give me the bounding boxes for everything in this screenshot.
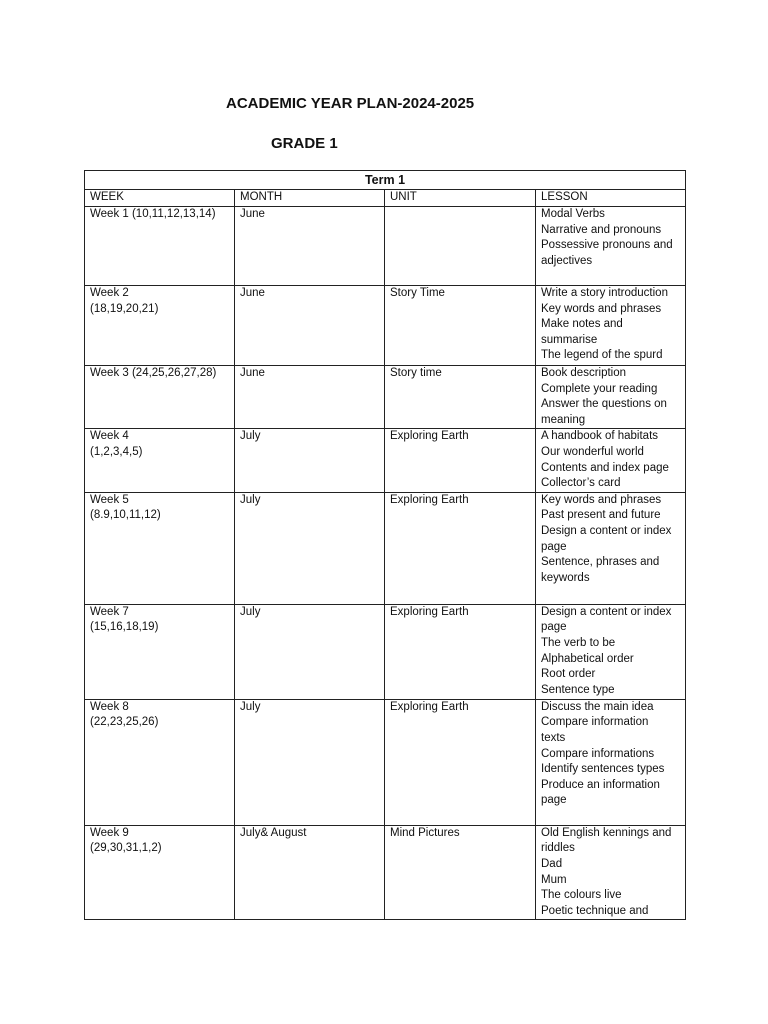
week-line: (1,2,3,4,5)	[90, 445, 143, 458]
table-row	[85, 286, 686, 366]
unit-cell: Story time	[385, 366, 536, 429]
lesson-cell	[536, 286, 686, 366]
week-line: Week 3 (24,25,26,27,28)	[90, 367, 217, 379]
document-title: ACADEMIC YEAR PLAN-2024-2025	[226, 95, 475, 112]
lesson-line: Key words and phrases	[541, 493, 662, 506]
week-cell	[85, 699, 235, 825]
unit-cell: Story Time	[385, 286, 536, 366]
lesson-line: page	[541, 621, 567, 634]
week-cell	[85, 207, 235, 286]
lesson-line: Root order	[541, 668, 596, 681]
lesson-line: texts	[541, 731, 566, 744]
lesson-line: Design a content or index	[541, 605, 672, 618]
lesson-line: Produce an information	[541, 778, 660, 791]
month-cell: July	[235, 604, 385, 699]
lesson-cell	[536, 604, 686, 699]
table-row	[85, 366, 686, 429]
column-header-lesson: LESSON	[536, 190, 686, 207]
week-line: (8.9,10,11,12)	[90, 509, 161, 522]
grade-heading: GRADE 1	[271, 135, 338, 152]
week-line: Week 1 (10,11,12,13,14)	[90, 208, 216, 220]
unit-cell: Exploring Earth	[385, 492, 536, 604]
lesson-cell	[536, 366, 686, 429]
lesson-line: The verb to be	[541, 636, 616, 649]
lesson-line: Discuss the main idea	[541, 700, 654, 713]
week-line: (15,16,18,19)	[90, 621, 159, 634]
unit-cell: Exploring Earth	[385, 429, 536, 492]
week-line: (22,23,25,26)	[90, 716, 159, 729]
lesson-line: Book description	[541, 367, 627, 379]
lesson-line: Collector’s card	[541, 477, 621, 490]
lesson-line: summarise	[541, 333, 598, 346]
lesson-cell	[536, 429, 686, 492]
lesson-line: Write a story introduction	[541, 287, 668, 299]
week-cell	[85, 366, 235, 429]
month-cell: July	[235, 429, 385, 492]
week-line: (29,30,31,1,2)	[90, 842, 162, 855]
week-cell	[85, 492, 235, 604]
week-line: Week 8	[90, 700, 129, 713]
lesson-line: Modal Verbs	[541, 208, 605, 220]
lesson-line: Our wonderful world	[541, 445, 644, 458]
month-cell: June	[235, 286, 385, 366]
lesson-line: Contents and index page	[541, 461, 669, 474]
lesson-line: The colours live	[541, 889, 622, 902]
lesson-line: Design a content or index	[541, 524, 672, 537]
column-header-week: WEEK	[85, 190, 235, 207]
week-line: Week 4	[90, 430, 129, 443]
lesson-cell	[536, 492, 686, 604]
lesson-line: A handbook of habitats	[541, 430, 659, 443]
lesson-line: keywords	[541, 571, 590, 584]
week-cell	[85, 429, 235, 492]
month-cell: July& August	[235, 825, 385, 920]
lesson-line: Possessive pronouns and	[541, 239, 673, 252]
week-line: Week 5	[90, 493, 129, 506]
lesson-line: page	[541, 794, 567, 807]
week-line: Week 7	[90, 605, 129, 618]
lesson-line: Mum	[541, 873, 567, 886]
lesson-line: Key words and phrases	[541, 302, 662, 315]
lesson-line: Compare information	[541, 716, 649, 729]
lesson-cell	[536, 825, 686, 920]
lesson-line: The legend of the spurd	[541, 349, 663, 362]
lesson-line: Compare informations	[541, 747, 655, 760]
week-line: Week 2	[90, 287, 129, 299]
unit-cell: Mind Pictures	[385, 825, 536, 920]
lesson-line: page	[541, 540, 567, 553]
month-cell: June	[235, 207, 385, 286]
lesson-line: Make notes and	[541, 318, 623, 331]
table-row	[85, 699, 686, 825]
unit-cell: Exploring Earth	[385, 699, 536, 825]
unit-cell	[385, 207, 536, 286]
column-header-month: MONTH	[235, 190, 385, 207]
table-row	[85, 207, 686, 286]
lesson-line: Answer the questions on	[541, 398, 667, 411]
table-body	[85, 207, 686, 920]
table-row	[85, 429, 686, 492]
column-header-unit: UNIT	[385, 190, 536, 207]
lesson-line: Alphabetical order	[541, 652, 634, 665]
lesson-line: meaning	[541, 413, 586, 426]
month-cell: July	[235, 699, 385, 825]
month-cell: July	[235, 492, 385, 604]
lesson-cell	[536, 699, 686, 825]
lesson-line: Past present and future	[541, 509, 661, 522]
lesson-line: riddles	[541, 842, 575, 855]
week-cell	[85, 604, 235, 699]
lesson-line: Sentence, phrases and	[541, 556, 660, 569]
table-row	[85, 604, 686, 699]
week-cell	[85, 825, 235, 920]
lesson-line: Complete your reading	[541, 382, 658, 395]
lesson-line: Old English kennings and	[541, 826, 672, 839]
table-row	[85, 825, 686, 920]
table-row	[85, 492, 686, 604]
week-cell	[85, 286, 235, 366]
lesson-line: Poetic technique and	[541, 904, 649, 917]
lesson-cell	[536, 207, 686, 286]
term-header: Term 1	[85, 171, 686, 190]
lesson-line: Identify sentences types	[541, 763, 665, 776]
week-line: Week 9	[90, 826, 129, 839]
lesson-line: Dad	[541, 857, 563, 870]
lesson-line: Narrative and pronouns	[541, 223, 662, 236]
lesson-line: adjectives	[541, 254, 593, 267]
week-line: (18,19,20,21)	[90, 302, 159, 315]
lesson-line: Sentence type	[541, 683, 615, 696]
year-plan-table	[84, 170, 686, 920]
month-cell: June	[235, 366, 385, 429]
unit-cell: Exploring Earth	[385, 604, 536, 699]
